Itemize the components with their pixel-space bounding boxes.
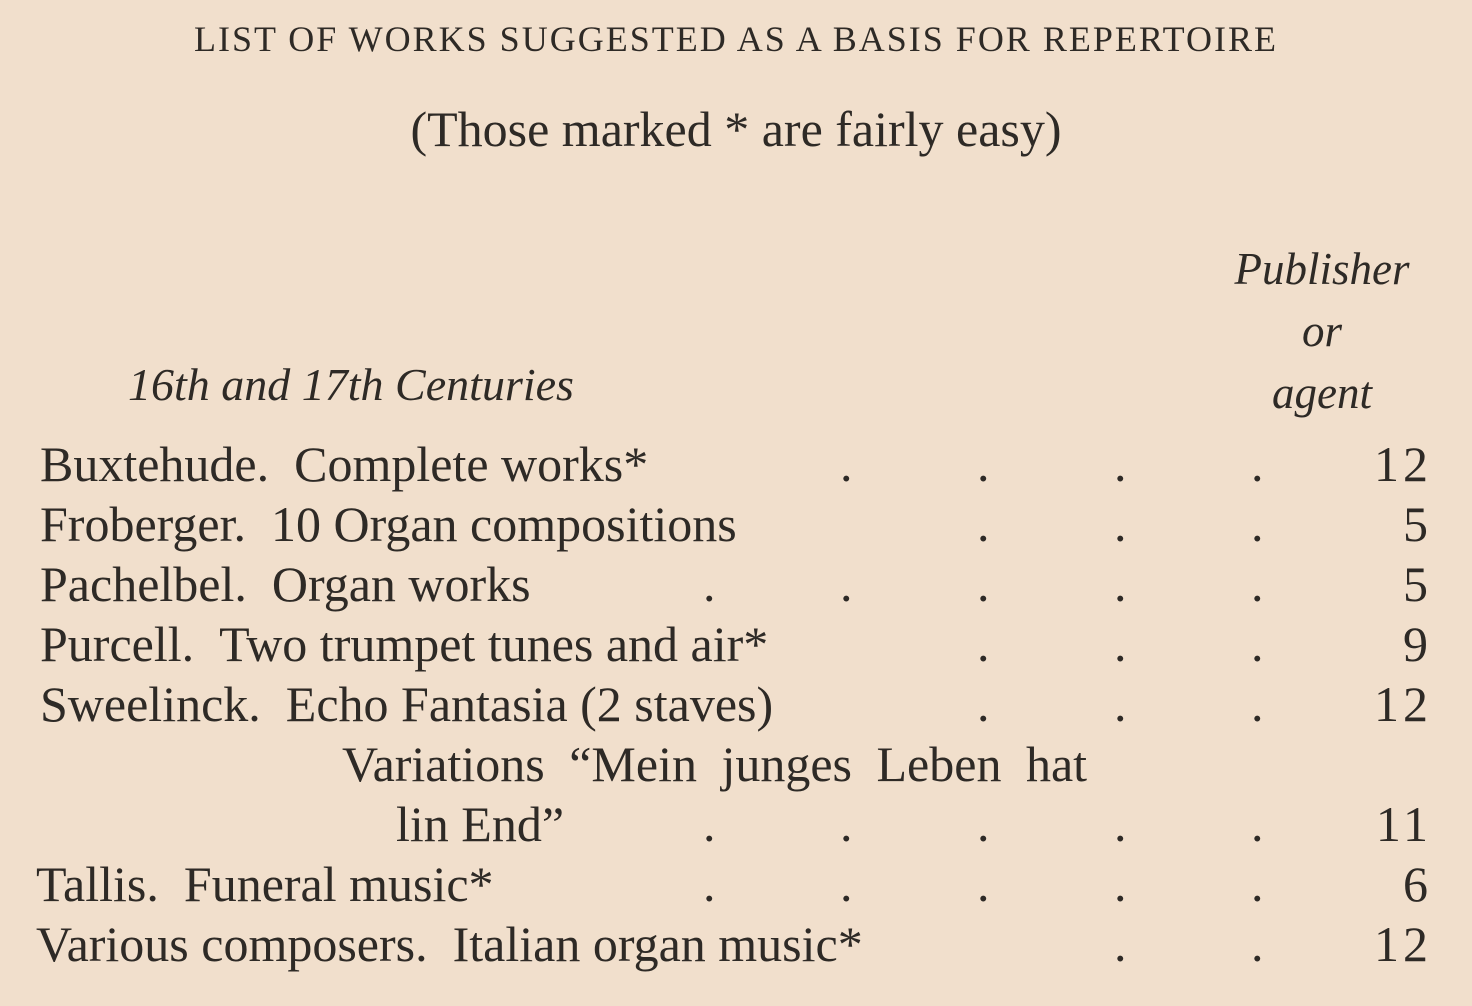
work-title: Variations “Mein junges Leben hat: [342, 736, 1088, 792]
list-item: Pachelbel. Organ works . . . . . 5: [40, 556, 1432, 612]
section-heading: 16th and 17th Centuries: [128, 359, 574, 410]
list-item: Purcell. Two trumpet tunes and air* . . . 9: [40, 616, 1432, 672]
list-item: [0, 734, 1472, 794]
publisher-number: 6: [1403, 856, 1432, 912]
list-item: Tallis. Funeral music* . . . . . 6: [36, 856, 1432, 912]
publisher-number: 12: [1374, 436, 1432, 492]
list-item: Froberger. 10 Organ compositions . . . 5: [40, 496, 1432, 552]
work-title: 10 Organ compositions: [270, 496, 737, 552]
publisher-number: 12: [1374, 916, 1432, 972]
composer-name: Pachelbel.: [40, 556, 247, 612]
composer-name: Purcell.: [40, 616, 195, 672]
publisher-header-line-3: agent: [1272, 368, 1372, 418]
work-title: Organ works: [271, 556, 531, 612]
work-title: Two trumpet tunes and air*: [219, 616, 769, 672]
composer-name: Various composers.: [36, 916, 428, 972]
publisher-number: 5: [1403, 496, 1432, 552]
list-item: Various composers. Italian organ music* . . 12: [36, 916, 1432, 972]
publisher-number: 9: [1403, 616, 1432, 672]
publisher-column-header: [1212, 238, 1432, 424]
composer-name: Buxtehude.: [40, 436, 270, 492]
work-title: lin End”: [396, 796, 565, 852]
work-title: Echo Fantasia (2 staves): [285, 676, 774, 732]
page-title: LIST OF WORKS SUGGESTED AS A BASIS FOR REPERTOIRE: [193, 19, 1279, 59]
list-item: Buxtehude. Complete works* . . . . 12: [40, 436, 1432, 492]
composer-name: Froberger.: [40, 496, 246, 552]
list-item: lin End” . . . . . 11: [396, 796, 1432, 852]
publisher-number: 12: [1374, 676, 1432, 732]
publisher-header-line-2: or: [1301, 306, 1342, 356]
composer-name: Sweelinck.: [40, 676, 261, 732]
publisher-number: 5: [1403, 556, 1432, 612]
list-item: Sweelinck. Echo Fantasia (2 staves) . . . 12: [40, 676, 1432, 732]
page-subtitle: (Those marked * are fairly easy): [410, 101, 1062, 157]
work-title: Funeral music*: [183, 856, 494, 912]
composer-name: Tallis.: [36, 856, 159, 912]
publisher-header-line-1: Publisher: [1234, 244, 1410, 294]
work-title: Italian organ music*: [452, 916, 863, 972]
work-title: Complete works*: [294, 436, 649, 492]
publisher-number: 11: [1375, 796, 1432, 852]
